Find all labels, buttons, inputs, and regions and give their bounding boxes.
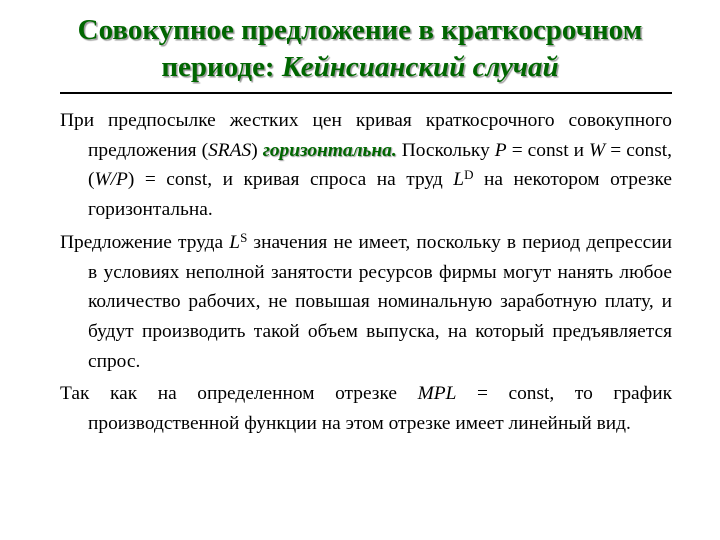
p1-text-7: = const и: [506, 139, 590, 161]
p1-text-1: При предпосылке жестких цен кривая краткосрочного совокупного предложения (: [60, 110, 672, 161]
p1-var-w: W: [589, 139, 606, 161]
title-line-2-italic: Кейнсианский случай: [281, 51, 559, 83]
p1-text-11: ) = const, и кривая спроса на труд: [127, 169, 454, 191]
slide-title: [30, 12, 690, 86]
p2-var-l: L: [229, 231, 241, 253]
p2-superscript-s: S: [240, 229, 248, 245]
paragraph-1: [60, 106, 672, 225]
paragraph-2: [60, 228, 672, 377]
p1-highlight-horizontal: горизонтальна.: [262, 139, 397, 161]
title-divider: [60, 92, 672, 94]
p2-text-1: Предложение труда: [60, 231, 230, 253]
title-line-2-prefix: периоде:: [161, 51, 282, 83]
p1-var-l: L: [453, 169, 465, 191]
slide-body: [60, 106, 672, 439]
p1-var-wp: W/P: [94, 169, 128, 191]
p1-sras: SRAS: [208, 139, 252, 161]
p1-superscript-d: D: [464, 167, 474, 183]
p1-var-p: P: [494, 139, 507, 161]
p3-text-3: = const, то график производственной функции на этом отрезке имеет линейный вид.: [88, 383, 672, 435]
p1-text-5: Поскольку: [396, 139, 495, 161]
p2-text-4: значения не имеет, поскольку в период депрессии в условиях неполной занятости ресурсов фирмы могут нанять любое количество рабочих, не повышая номинальную заработную плату, и будут производить такой объем выпуска, на который предъявляется спрос.: [88, 231, 672, 372]
p3-var-mpl: MPL: [417, 383, 457, 405]
p1-text-3: ): [251, 139, 263, 161]
p1-text-9: = const, (: [88, 139, 672, 191]
p1-text-14: на некотором отрезке горизонтальна.: [88, 169, 672, 221]
title-line-1: Совокупное предложение в краткосрочном: [77, 14, 643, 46]
paragraph-3: [60, 379, 672, 438]
p3-text-1: Так как на определенном отрезке: [60, 383, 418, 405]
